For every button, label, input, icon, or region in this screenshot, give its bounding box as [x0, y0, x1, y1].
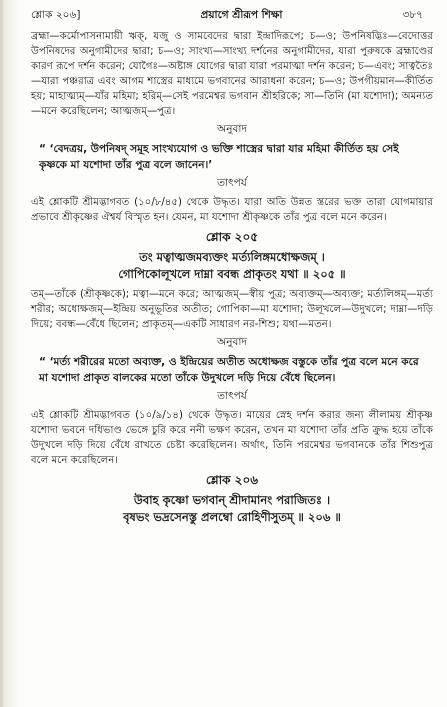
translation-205: “ ‘মর্ত্য শরীরের মতো অব্যক্ত, ও ইন্দ্রিয়ের অতীত অধোক্ষজ বস্তুকে তাঁর পুত্র বলে মনে করে মা যশোদা প্রাকৃত বালকের মতো তাঁকে উদুখলে দড়ি দিয়ে বেঁধে ছিলেন।: [39, 356, 419, 384]
translation-label-204: অনুবাদ: [217, 123, 247, 135]
verse-206-title: শ্লোক ২০৬: [205, 473, 259, 487]
translation-204: “ ‘বেদত্রয়, উপনিষদ্‌ সমূহ সাংখ্যযোগ ও ভক্তি শাস্ত্রের দ্বারা যার মহিমা কীর্তিত হয় সেই কৃষ্ণকে মা যশোদা তাঁর পুত্র বলে জানেন।’: [39, 143, 399, 171]
page-number: ৩৮৭: [402, 9, 423, 21]
verse-205-line-2: গোপিকোলূখলে দাম্না ববন্ধ প্রাকৃতং যথা ॥ ২০৫ ॥: [118, 267, 346, 281]
verse-205-line-1: তং মত্বাত্মজমব্যক্তং মর্ত্যলিঙ্গমধোক্ষজম্‌ ।: [139, 250, 325, 264]
verse-206-line-1: উবাহ কৃষ্ণো ভগবান্‌ শ্রীদামানং পরাজিতঃ ।: [133, 493, 331, 507]
header-verse-ref: শ্লোক ২০৬]: [31, 9, 81, 21]
verse-206-line-2: বৃষভং ভদ্রসেনস্তু প্রলম্বো রোহিণীসুতম্‌ ॥ ২০৬ ॥: [123, 510, 341, 524]
header-chapter-title: প্রয়াগে শ্রীরূপ শিক্ষা: [200, 9, 283, 21]
word-meaning-204: ব্রহ্মা—কর্মোপাসনামায়ী ঋক্‌, যজু ও সামবেদের দ্বারা ইন্দ্রাদিরূপে; চ—ও; উপনিষদ্ভিঃ—বেদোত্তর উপনিষদের অনুগামীদের দ্বারা; চ—ও; সাংখ্য—সাংখ্য দর্শনের অনুগামীদের, যারা পুরুষকে ব্রহ্মাণ্ডের কারণ রূপে দর্শন করেন; যোগৈঃ—অষ্টাঙ্গ যোগের দ্বারা যারা পরমাত্মা দর্শন করেন; চ—এবং; সাত্বতৈঃ—যারা পঞ্চরাত্র এবং আগম শাস্ত্রের মাধ্যমে ভগবানের আরাধনা করেন; চ—ও; উপগীয়মান—কীর্তিত হয়; মাহাত্ম্যম্‌—যাঁর মহিমা; হরিম্‌—সেই পরমেশ্বর ভগবান শ্রীহরিকে; সা—তিনি (মা যশোদা); অমন্যত—মনে করেছিলেন; আত্মজম্‌—পুত্র।: [31, 31, 433, 117]
translation-label-205: অনুবাদ: [217, 336, 247, 348]
purport-204: এই শ্লোকটি শ্রীমদ্ভাগবত (১০/৮/৪৫) থেকে উদ্ধৃত। যারা অতি উন্নত স্তরের ভক্ত তারা যোগমায়ার প্রভাবে শ্রীকৃষ্ণের ঐশ্বর্য বিস্মৃত হন। যেমন, মা যশোদা শ্রীকৃষ্ণকে তাঁর পুত্র বলে মনে করেন।: [31, 197, 433, 223]
purport-label-205: তাৎপর্য: [217, 390, 247, 402]
verse-205-title: শ্লোক ২০৫: [205, 230, 259, 244]
word-meaning-205: তম্‌—তাঁকে (শ্রীকৃষ্ণকে); মত্বা—মনে করে; আত্মজম্‌—স্বীয় পুত্র; অব্যক্তম্‌—অব্যক্ত; মর্ত্যলিঙ্গম্‌—মর্ত্য শরীর; অধোক্ষজম্‌—ইন্দ্রিয় অনুভূতির অতীত; গোপিকা—মা যশোদা; উলূখলে—উদুখলে; দাম্না—দড়ি দিয়ে; ববন্ধ—বেঁধে ছিলেন; প্রাকৃতম্‌—একটি সাধারণ নর-শিশু; যথা—মতন।: [31, 289, 433, 330]
page-header: [31, 8, 433, 25]
purport-label-204: তাৎপর্য: [217, 177, 247, 189]
purport-205: এই শ্লোকটি শ্রীমদ্ভাগবত (১০/৯/১৪) থেকে উদ্ধৃত। মায়ের স্নেহ দর্শন করার জন্য লীলাময় শ্রীকৃষ্ণ যশোদা ভবনে দধিভাণ্ড ভেঙ্গে চুরি করে ননী ভক্ষণ করেন, তখন মা যশোদা তাঁর প্রতি ক্রুদ্ধ হয়ে তাঁকে উদুখলে দড়ি দিয়ে বেঁধে রাখতে চেষ্টা করেছিলেন। অর্থাৎ, তিনি পরমেশ্বর ভগবানকে তাঁর শিশুপুত্র বলে মনে করেছিলেন।: [31, 410, 433, 466]
